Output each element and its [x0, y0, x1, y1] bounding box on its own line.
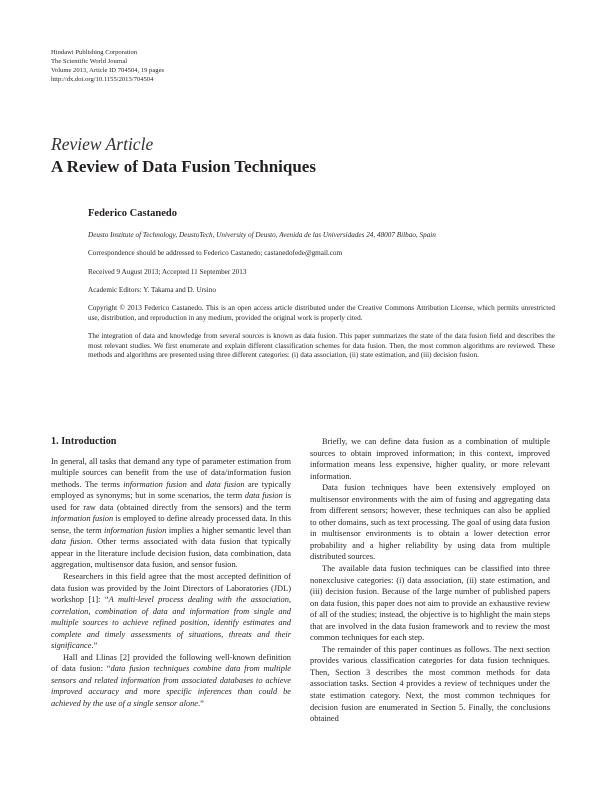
- journal-header: [51, 48, 164, 84]
- intro-paragraph-2: Researchers in this field agree that the most accepted definition of data fusion was provided by the Joint Directors of Laboratories (JDL) workshop [1]: “A multi-level process dealing with the association, correlation, combination of data and information from single and multiple sources to achieve refined position, identify estimates and complete and timely assessments of situations, threats and their significance.”: [51, 572, 292, 651]
- intro-paragraph-5: Data fusion techniques have been extensively employed on multisensor environments with the aim of fusing and aggregating data from different sensors; however, these techniques can also be applied to other domains, such as text processing. The goal of using data fusion in multisensor environments is to obtain a lower detection error probability and a higher reliability by using data from multiple distributed sources.: [310, 483, 550, 562]
- right-column: [310, 436, 550, 725]
- intro-paragraph-1: In general, all tasks that demand any type of parameter estimation from multiple sources can benefit from the use of data/information fusion methods. The terms information fusion and data fusion are typically employed as synonyms; but in some scenarios, the term data fusion is used for raw data (obtained directly from the sensors) and the term information fusion is employed to define already processed data. In this sense, the term information fusion implies a higher semantic level than data fusion. Other terms associated with data fusion that typically appear in the literature include decision fusion, data combination, data aggregation, multisensor data fusion, and sensor fusion.: [51, 456, 292, 570]
- doi-link[interactable]: http://dx.doi.org/10.1155/2013/704504: [51, 76, 154, 83]
- intro-paragraph-3: Hall and Llinas [2] provided the following well-known definition of data fusion: “data fusion techniques combine data from multiple sensors and related information from associated databases to achieve improved accuracy and more specific inferences than could be achieved by the use of a single sensor alone.”: [51, 652, 291, 709]
- correspondence-line: Correspondence should be addressed to Federico Castanedo; castanedofede@gmail.com: [88, 249, 343, 258]
- article-type: Review Article: [51, 134, 154, 154]
- left-column: [51, 436, 291, 710]
- academic-editors: Academic Editors: Y. Takama and D. Ursino: [88, 285, 216, 294]
- intro-paragraph-4: Briefly, we can define data fusion as a combination of multiple sources to obtain improved information; in this context, improved information means less expensive, higher quality, or more relevant information.: [310, 437, 550, 481]
- received-dates: Received 9 August 2013; Accepted 11 September 2013: [88, 267, 247, 276]
- article-title: A Review of Data Fusion Techniques: [51, 157, 316, 176]
- article-metadata: [88, 208, 555, 369]
- author-affiliation: Deusto Institute of Technology, DeustoTech, University of Deusto, Avenida de las Universidades 24, 48007 Bilbao, Spain: [88, 231, 436, 239]
- author-name: Federico Castanedo: [88, 208, 177, 219]
- copyright-notice: Copyright © 2013 Federico Castanedo. This is an open access article distributed under the Creative Commons Attribution License, which permits unrestricted use, distribution, and reproduction in any medium, provided the original work is properly cited.: [88, 304, 555, 322]
- journal-line: The Scientific World Journal: [51, 58, 128, 65]
- section-heading: 1. Introduction: [51, 436, 117, 447]
- volume-line: Volume 2013, Article ID 704504, 19 pages: [51, 67, 165, 74]
- intro-paragraph-6: The available data fusion techniques can be classified into three nonexclusive categories: (i) data association, (ii) state estimation, and (iii) decision fusion. Because of the large number of published papers on data fusion, this paper does not aim to provide an exhaustive review of all of the studies; instead, the objective is to highlight the main steps that are involved in the data fusion framework and to review the most common techniques for each step.: [310, 564, 550, 643]
- intro-paragraph-7: The remainder of this paper continues as follows. The next section provides various classification categories for data fusion techniques. Then, Section 3 describes the most common methods for data association tasks. Section 4 provides a review of techniques under the state estimation category. Next, the most common techniques for decision fusion are enumerated in Section 5. Finally, the conclusions obtained: [310, 644, 550, 724]
- abstract: The integration of data and knowledge from several sources is known as data fusion. This paper summarizes the state of the data fusion field and describes the most relevant studies. We first enumerate and explain different classification schemes for data fusion. Then, the most common algorithms are reviewed. These methods and algorithms are presented using three different categories: (i) data association, (ii) state estimation, and (iii) decision fusion.: [88, 332, 555, 360]
- publisher-line: Hindawi Publishing Corporation: [51, 49, 138, 56]
